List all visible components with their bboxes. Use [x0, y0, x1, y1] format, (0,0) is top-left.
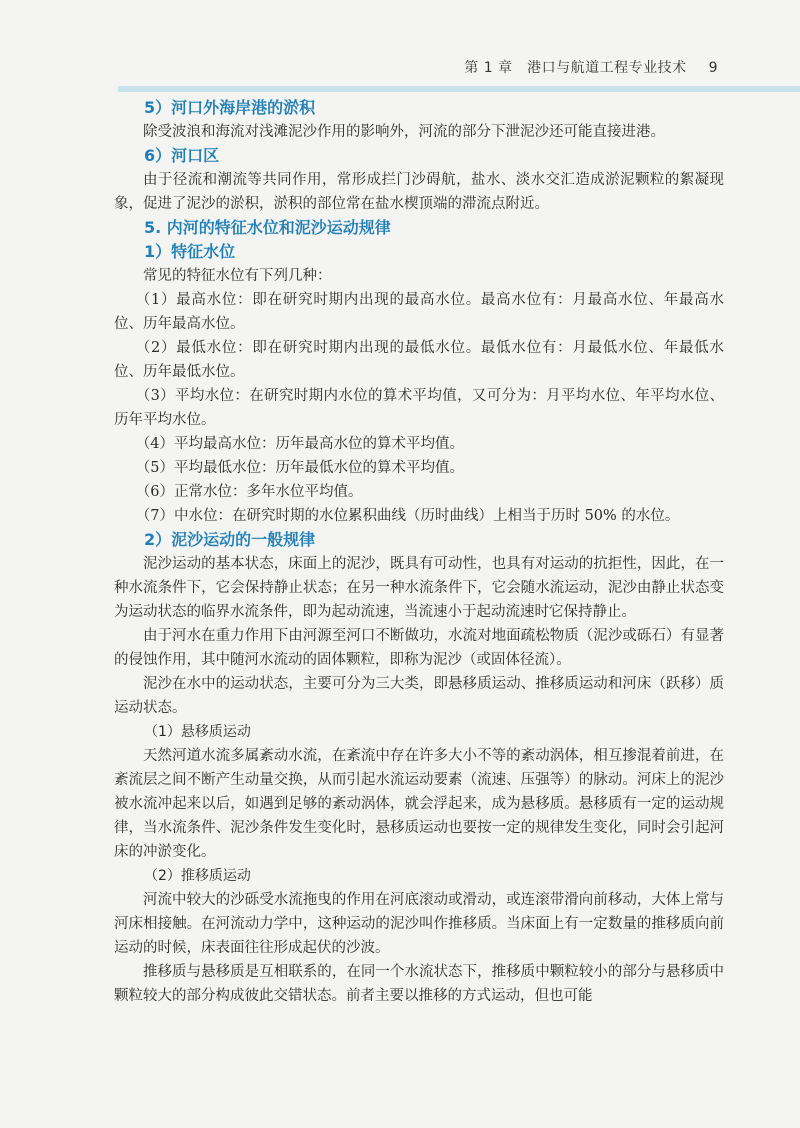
heading-characteristic-water-levels: 1）特征水位: [144, 242, 236, 261]
list-item: （1）最高水位：即在研究时期内出现的最高水位。最高水位有：月最高水位、年最高水位、历年最高水位。: [114, 292, 724, 332]
subheading-bed-load: （2）推移质运动: [144, 868, 251, 884]
running-header: [0, 0, 800, 96]
list-item: （5）平均最低水位：历年最低水位的算术平均值。: [135, 460, 464, 476]
paragraph: 河流中较大的沙砾受水流拖曳的作用在河底滚动或滑动，或连滚带滑向前移动，大体上常与河床相接触。在河流动力学中，这种运动的泥沙叫作推移质。当床面上有一定数量的推移质向前运动的时候，床表面往往形成起伏的沙波。: [114, 892, 724, 956]
page-number: 9: [708, 60, 718, 76]
paragraph: 除受波浪和海流对浅滩泥沙作用的影响外，河流的部分下泄泥沙还可能直接进港。: [143, 124, 665, 140]
paragraph: 泥沙在水中的运动状态，主要可分为三大类，即悬移质运动、推移质运动和河床（跃移）质运动状态。: [114, 676, 724, 716]
header-rule: [118, 86, 800, 92]
header-text: [464, 57, 718, 77]
paragraph: 由于径流和潮流等共同作用，常形成拦门沙碍航，盐水、淡水交汇造成淤泥颗粒的絮凝现象，促进了泥沙的淤积，淤积的部位常在盐水楔顶端的滞流点附近。: [114, 172, 724, 212]
paragraph: 泥沙运动的基本状态，床面上的泥沙，既具有可动性，也具有对运动的抗拒性，因此，在一种水流条件下，它会保持静止状态；在另一种水流条件下，它会随水流运动，泥沙由静止状态变为运动状态的临界水流条件，即为起动流速，当流速小于起动流速时它保持静止。: [114, 556, 724, 620]
heading-estuary-port-siltation: 5）河口外海岸港的淤积: [144, 98, 316, 117]
body-content: [114, 96, 724, 1008]
list-item: （7）中水位：在研究时期的水位累积曲线（历时曲线）上相当于历时 50% 的水位。: [135, 508, 680, 524]
paragraph: 天然河道水流多属紊动水流，在紊流中存在许多大小不等的紊动涡体，相互掺混着前进，在紊流层之间不断产生动量交换，从而引起水流运动要素（流速、压强等）的脉动。河床上的泥沙被水流冲起来以后，如遇到足够的紊动涡体，就会浮起来，成为悬移质。悬移质有一定的运动规律，当水流条件、泥沙条件发生变化时，悬移质运动也要按一定的规律发生变化，同时会引起河床的冲淤变化。: [114, 748, 724, 860]
paragraph: 常见的特征水位有下列几种：: [143, 268, 332, 284]
list-item: （2）最低水位：即在研究时期内出现的最低水位。最低水位有：月最低水位、年最低水位、历年最低水位。: [114, 340, 724, 380]
subheading-suspended-load: （1）悬移质运动: [144, 724, 251, 740]
heading-sediment-motion: 2）泥沙运动的一般规律: [144, 530, 316, 549]
heading-section-5: 5. 内河的特征水位和泥沙运动规律: [144, 218, 391, 237]
list-item: （6）正常水位：多年水位平均值。: [135, 484, 363, 500]
paragraph: 推移质与悬移质是互相联系的，在同一个水流状态下，推移质中颗粒较小的部分与悬移质中颗粒较大的部分构成彼此交错状态。前者主要以推移的方式运动，但也可能: [114, 964, 724, 1004]
paragraph: 由于河水在重力作用下由河源至河口不断做功，水流对地面疏松物质（泥沙或砾石）有显著的侵蚀作用，其中随河水流动的固体颗粒，即称为泥沙（或固体径流）。: [114, 628, 724, 668]
list-item: （4）平均最高水位：历年最高水位的算术平均值。: [135, 436, 464, 452]
heading-estuary-zone: 6）河口区: [144, 146, 220, 165]
list-item: （3）平均水位：在研究时期内水位的算术平均值，又可分为：月平均水位、年平均水位、历年平均水位。: [114, 388, 724, 428]
chapter-title: 第 1 章 港口与航道工程专业技术: [464, 60, 687, 76]
